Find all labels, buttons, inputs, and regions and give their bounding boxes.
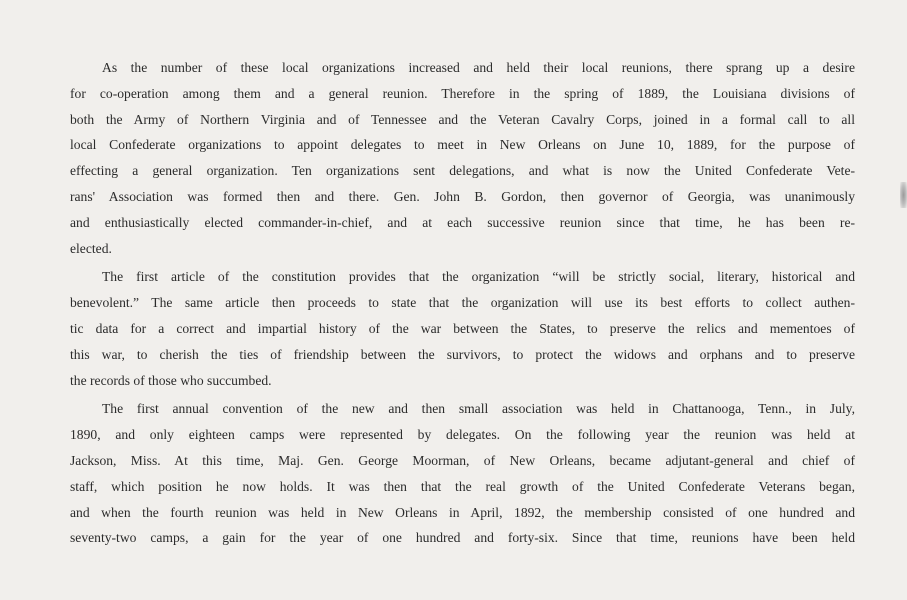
text-line: the records of those who succumbed. [70, 372, 272, 388]
text-line: elected. [70, 240, 112, 256]
text-line: this war, to cherish the ties of friendship between the survivors, to protect the widows and orphans and to preserve [70, 346, 855, 362]
text-line: for co-operation among them and a general reunion. Therefore in the spring of 1889, the Louisiana divisions of [70, 85, 855, 101]
text-line: and when the fourth reunion was held in New Orleans in April, 1892, the membership consisted of one hundred and [70, 504, 855, 520]
paragraph-3 [70, 396, 855, 551]
text-line: tic data for a correct and impartial history of the war between the States, to preserve the relics and mementoes of [70, 320, 855, 336]
text-line: staff, which position he now holds. It was then that the real growth of the United Confederate Veterans began, [70, 478, 855, 494]
text-line: The first article of the constitution provides that the organization “will be strictly social, literary, historical and [102, 269, 855, 285]
text-line: As the number of these local organizations increased and held their local reunions, there sprang up a desire [102, 60, 855, 75]
text-line: local Confederate organizations to appoint delegates to meet in New Orleans on June 10, 1889, for the purpose of [70, 137, 855, 153]
text-line: and enthusiastically elected commander-in-chief, and at each successive reunion since that time, he has been re- [70, 214, 855, 230]
text-line: effecting a general organization. Ten organizations sent delegations, and what is now the United Confederate Vete- [70, 163, 855, 179]
text-line: both the Army of Northern Virginia and of Tennessee and the Veteran Cavalry Corps, joined in a formal call to all [70, 111, 855, 127]
text-line: 1890, and only eighteen camps were represented by delegates. On the following year the reunion was held at [70, 427, 855, 443]
paragraph-2 [70, 264, 855, 393]
text-line: Jackson, Miss. At this time, Maj. Gen. George Moorman, of New Orleans, became adjutant-general and chief of [70, 452, 855, 468]
text-line: seventy-two camps, a gain for the year of one hundred and forty-six. Since that time, reunions have been held [70, 530, 855, 546]
text-line: The first annual convention of the new and then small association was held in Chattanooga, Tenn., in July, [102, 401, 855, 417]
body-text [70, 55, 855, 551]
text-line: rans' Association was formed then and there. Gen. John B. Gordon, then governor of Georgia, was unanimously [70, 188, 855, 204]
paragraph-1 [70, 55, 855, 261]
page-edge-mark [900, 182, 907, 208]
text-line: benevolent.” The same article then proceeds to state that the organization will use its best efforts to collect authen- [70, 295, 855, 311]
